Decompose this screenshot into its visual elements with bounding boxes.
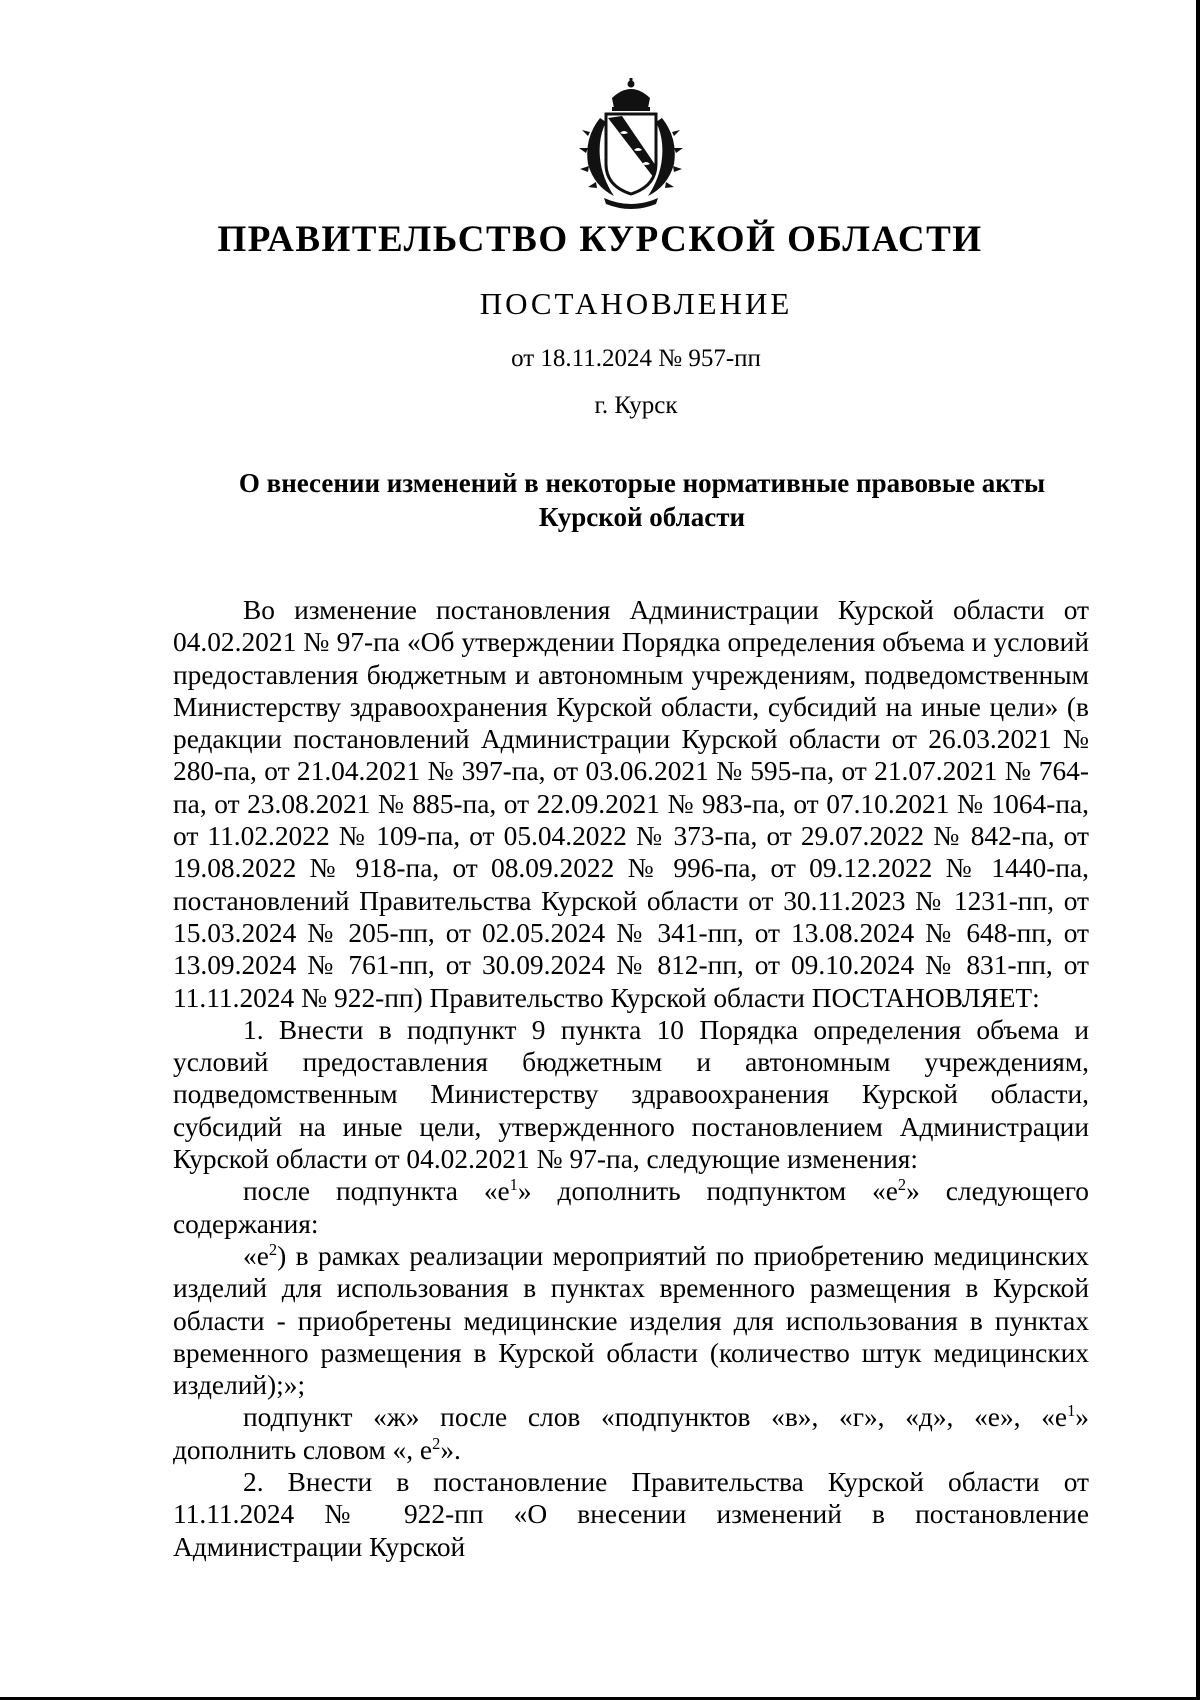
item-1c-text-before: подпункт «ж» после слов «подпунктов «в», «г», «д», «е», «е <box>243 1402 1068 1433</box>
document-type-heading: ПОСТАНОВЛЕНИЕ <box>479 286 793 321</box>
document-city: г. Курск <box>594 392 678 419</box>
item-1b-paragraph <box>173 1240 1089 1401</box>
superscript-2: 2 <box>432 1433 441 1453</box>
scan-edge-right <box>1196 0 1200 1700</box>
document-body <box>173 594 1089 1563</box>
item-1a-text-after: » следующего содержания: <box>173 1176 1089 1239</box>
item-1a-text-mid: » дополнить подпунктом «е <box>517 1176 898 1207</box>
superscript-2: 2 <box>268 1239 278 1259</box>
item-1-paragraph: 1. Внести в подпункт 9 пункта 10 Порядка определения объема и условий предоставления бюджетным и автономным учреждениям, подведомственным Министерству здравоохранения Курской области, субсидий на иные цели, утвержденного постановлением Администрации Курской области от 04.02.2021 № 97-па, следующие изменения: <box>173 1014 1089 1175</box>
item-1c-paragraph <box>173 1401 1089 1466</box>
subject-line-2: Курской области <box>538 502 746 532</box>
superscript-1: 1 <box>1067 1401 1076 1421</box>
item-1a-text-before: после подпункта «е <box>243 1176 510 1207</box>
document-date-number: от 18.11.2024 № 957-пп <box>511 345 761 372</box>
coat-of-arms-emblem <box>570 78 692 210</box>
item-2-paragraph: 2. Внести в постановление Правительства Курской области от 11.11.2024 № 922-пп «О внесении изменений в постановление Администрации Курской <box>173 1467 1089 1562</box>
item-1a-paragraph <box>173 1175 1089 1240</box>
item-1b-open: «е <box>243 1240 269 1271</box>
preamble-paragraph: Во изменение постановления Администрации Курской области от 04.02.2021 № 97-па «Об утверждении Порядка определения объема и условий предоставления бюджетным и автономным учреждениям, подведомственным Министерству здравоохранения Курской области, субсидий на иные цели» (в редакции постановлений Администрации Курской области от 26.03.2021 № 280-па, от 21.04.2021 № 397-па, от 03.06.2021 № 595-па, от 21.07.2021 № 764-па, от 23.08.2021 № 885-па, от 22.09.2021 № 983-па, от 07.10.2021 № 1064-па, от 11.02.2022 № 109-па, от 05.04.2022 № 373-па, от 29.07.2022 № 842-па, от 19.08.2022 № 918-па, от 08.09.2022 № 996-па, от 09.12.2022 № 1440-па, постановлений Правительства Курской области от 30.11.2023 № 1231-пп, от 15.03.2024 № 205-пп, от 02.05.2024 № 341-пп, от 13.08.2024 № 648-пп, от 13.09.2024 № 761-пп, от 30.09.2024 № 812-пп, от 09.10.2024 № 831-пп, от 11.11.2024 № 922-пп) Правительство Курской области ПОСТАНОВЛЯЕТ: <box>173 595 1089 1013</box>
item-1c-text-after: ». <box>440 1434 461 1465</box>
superscript-1: 1 <box>509 1175 518 1195</box>
item-1c-text-mid: » дополнить словом «, е <box>173 1402 1089 1465</box>
item-1b-text: ) в рамках реализации мероприятий по приобретению медицинских изделий для использования в пунктах временного размещения в Курской области - приобретены медицинские изделия для использования в пунктах временного размещения в Курской области (количество штук медицинских изделий);»; <box>173 1240 1089 1401</box>
document-subject <box>150 466 1134 534</box>
government-name-heading: ПРАВИТЕЛЬСТВО КУРСКОЙ ОБЛАСТИ <box>217 219 983 260</box>
subject-line-1: О внесении изменений в некоторые нормативные правовые акты <box>238 468 1046 498</box>
superscript-2: 2 <box>897 1175 907 1195</box>
